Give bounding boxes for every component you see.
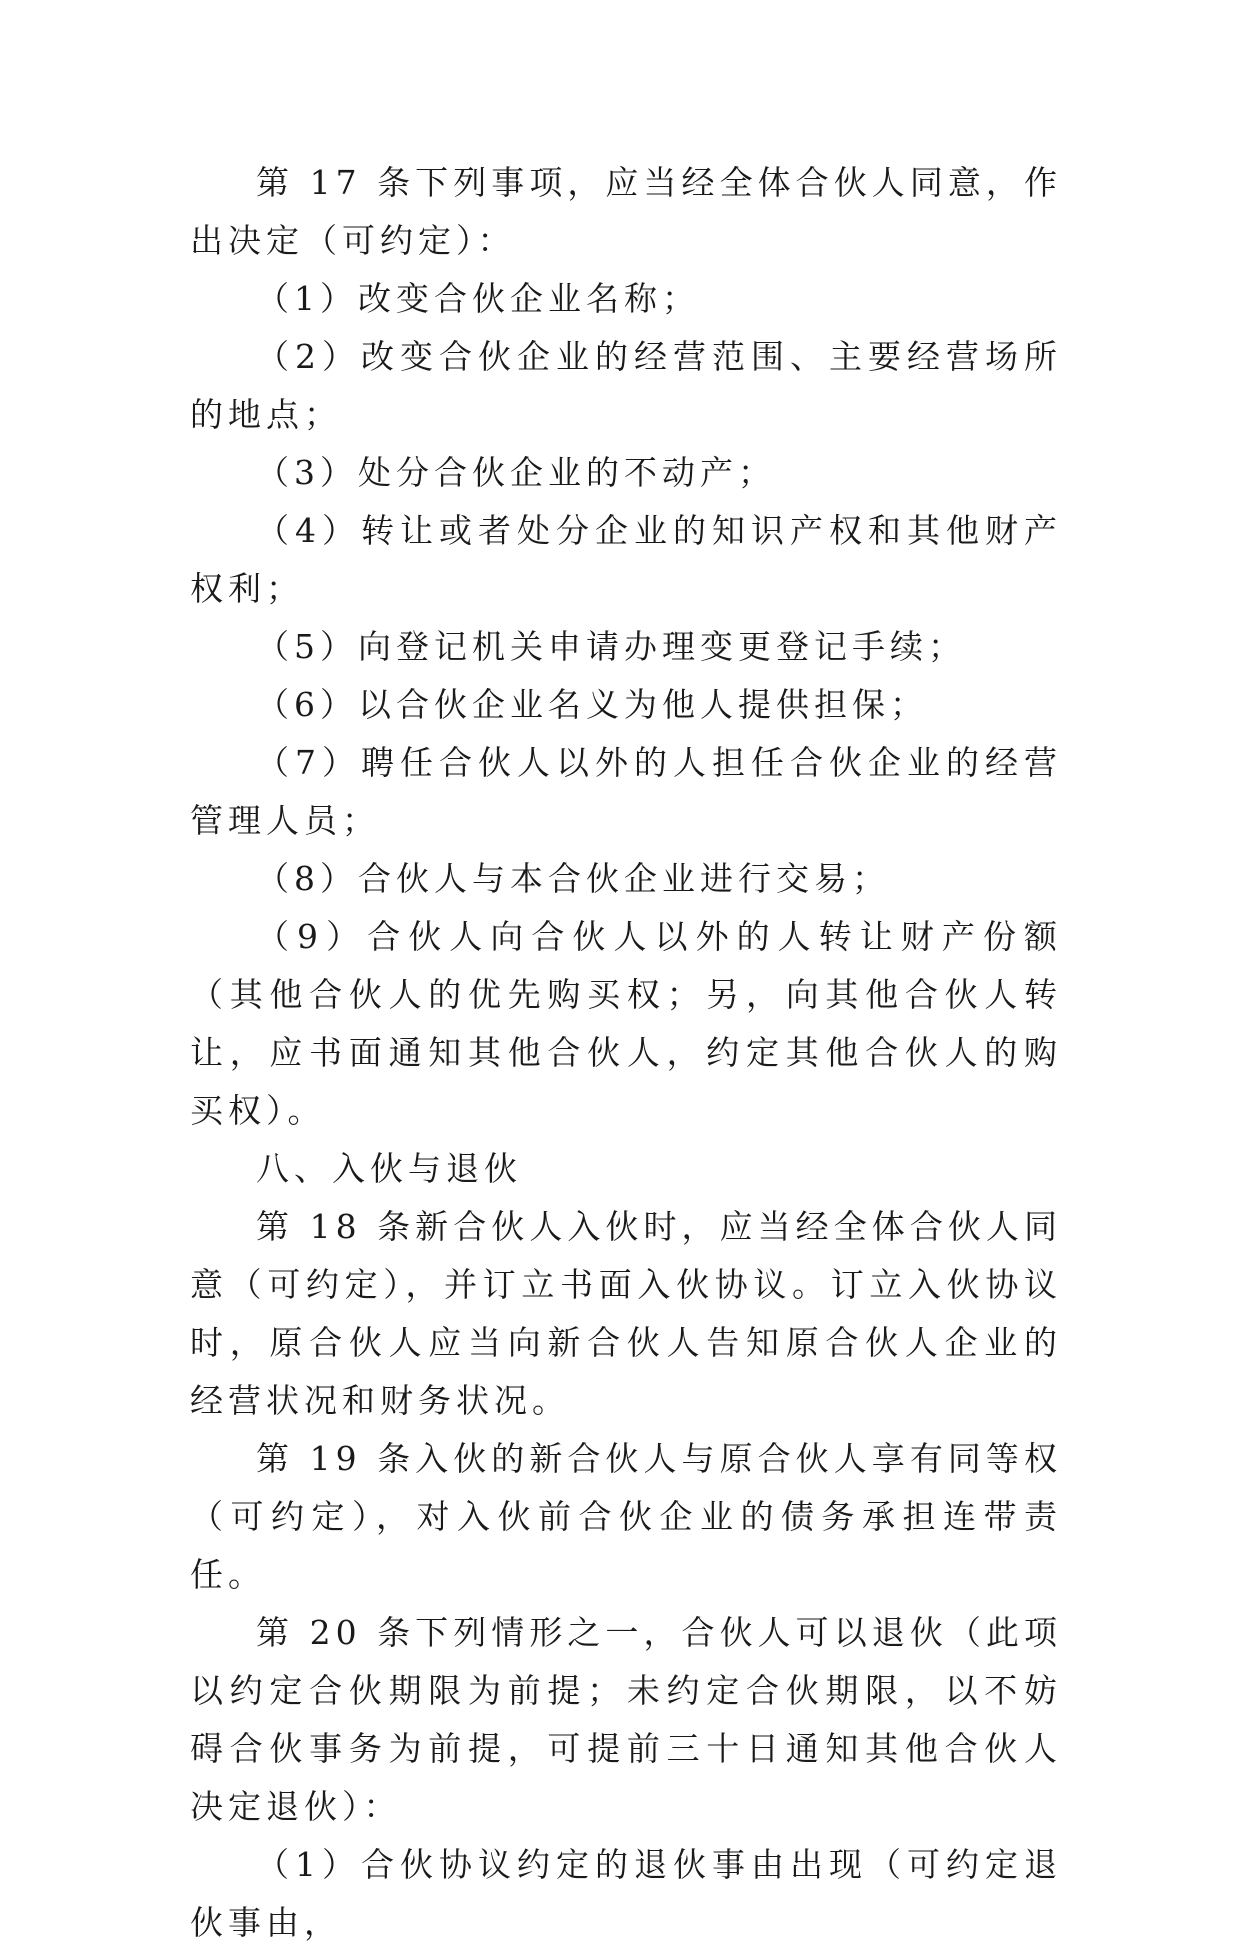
section-heading-admission-withdrawal: 八、入伙与退伙: [256, 1149, 522, 1188]
article-17-item-5: （5）向登记机关申请办理变更登记手续；: [256, 627, 966, 666]
article-20-intro: 第 20 条下列情形之一，合伙人可以退伙（此项以约定合伙期限为前提；未约定合伙期限，以不妨碍合伙事务为前提，可提前三十日通知其他合伙人决定退伙）：: [190, 1613, 1062, 1826]
article-17-item-7: （7）聘任合伙人以外的人担任合伙企业的经营管理人员；: [190, 743, 1062, 840]
article-17-item-2: （2）改变合伙企业的经营范围、主要经营场所的地点；: [190, 337, 1062, 434]
article-19: 第 19 条入伙的新合伙人与原合伙人享有同等权（可约定），对入伙前合伙企业的债务承担连带责任。: [190, 1439, 1062, 1594]
article-20-item-1: （1）合伙协议约定的退伙事由出现（可约定退伙事由，: [190, 1845, 1062, 1942]
article-17-item-1: （1）改变合伙企业名称；: [256, 279, 700, 318]
article-17-item-4: （4）转让或者处分企业的知识产权和其他财产权利；: [190, 511, 1062, 608]
article-17-item-6: （6）以合伙企业名义为他人提供担保；: [256, 685, 928, 724]
article-17-intro: 第 17 条下列事项，应当经全体合伙人同意，作出决定（可约定）：: [190, 163, 1062, 260]
article-17-item-8: （8）合伙人与本合伙企业进行交易；: [256, 859, 890, 898]
article-17-item-9: （9）合伙人向合伙人以外的人转让财产份额（其他合伙人的优先购买权；另，向其他合伙人转让，应书面通知其他合伙人，约定其他合伙人的购买权）。: [190, 917, 1062, 1130]
document-body: [190, 154, 1062, 1952]
article-18: 第 18 条新合伙人入伙时，应当经全体合伙人同意（可约定），并订立书面入伙协议。订立入伙协议时，原合伙人应当向新合伙人告知原合伙人企业的经营状况和财务状况。: [190, 1207, 1062, 1420]
article-17-item-3: （3）处分合伙企业的不动产；: [256, 453, 776, 492]
